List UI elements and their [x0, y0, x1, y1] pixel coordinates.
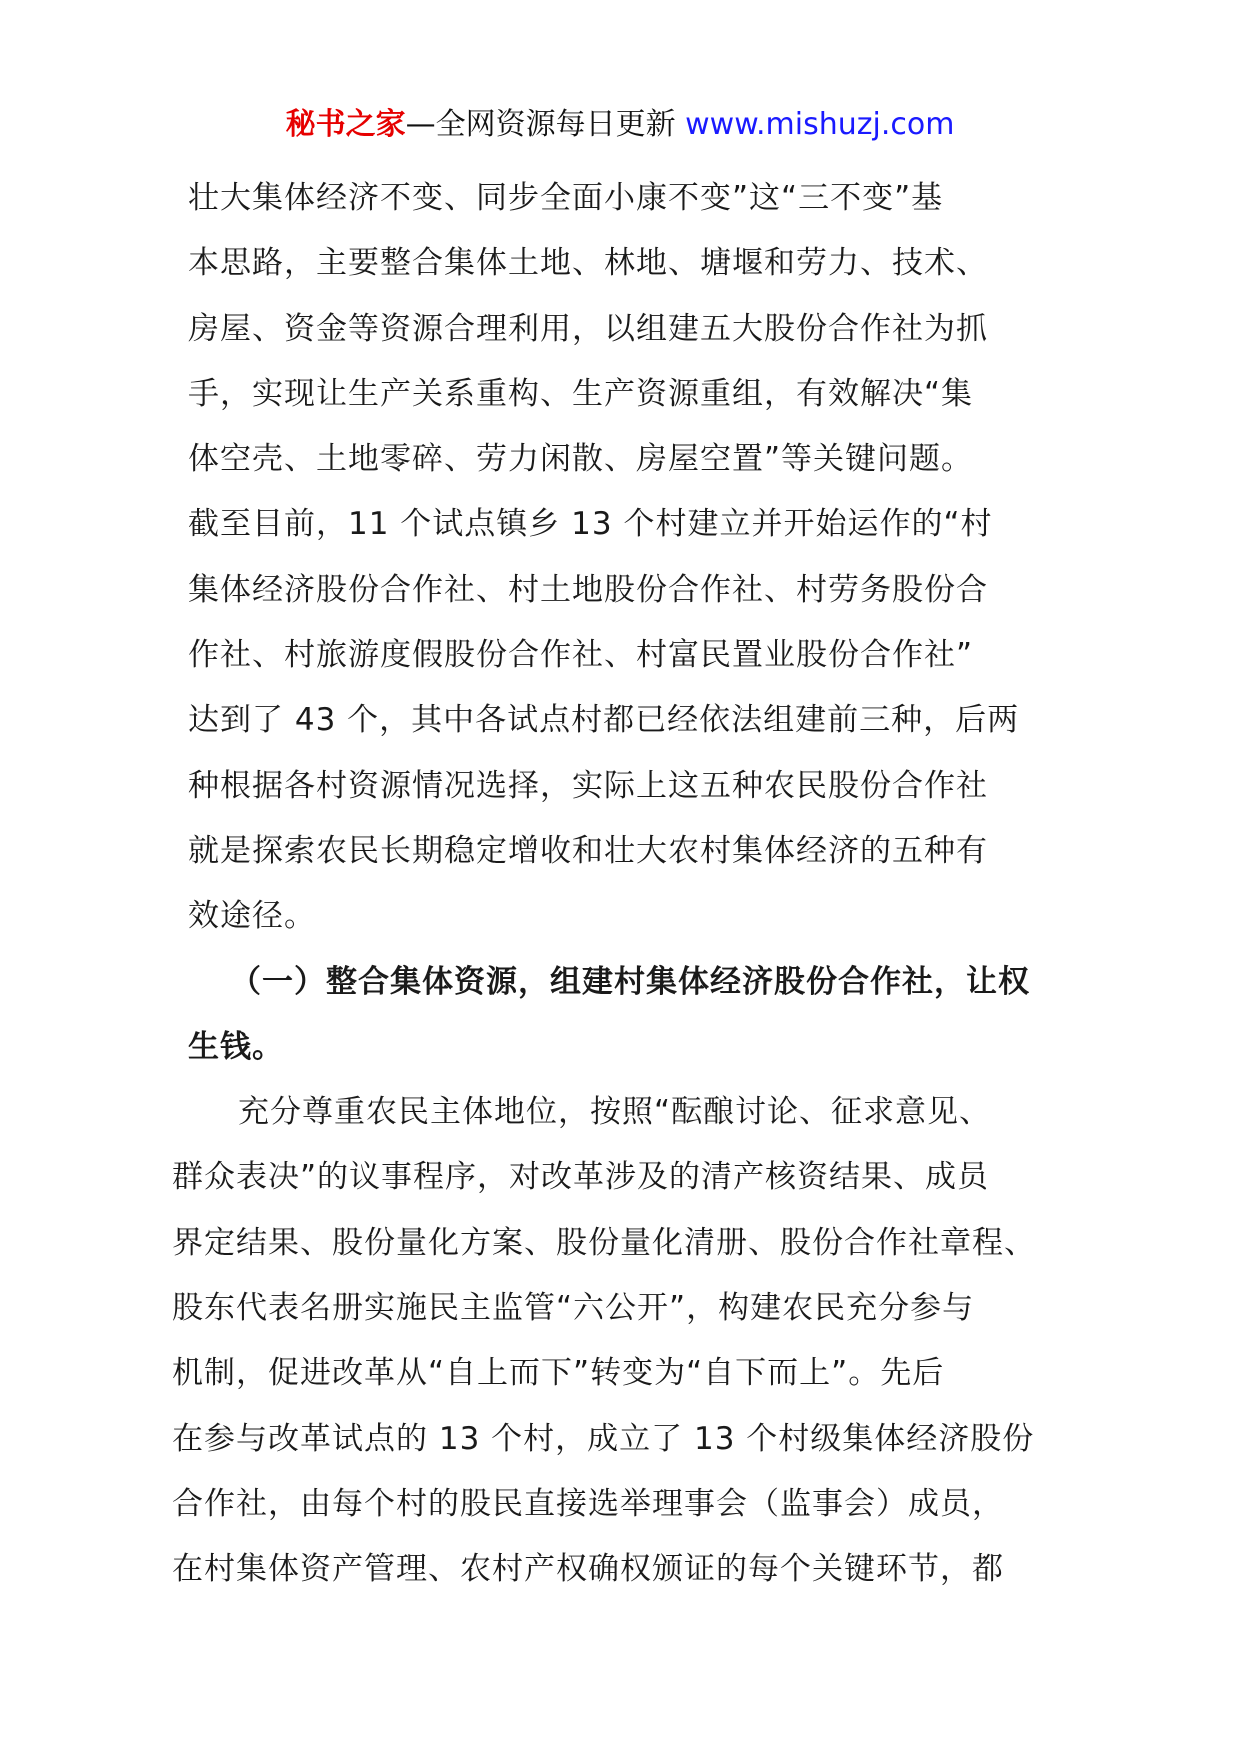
paragraph-2 — [172, 1080, 1072, 1602]
text-line: 种根据各村资源情况选择，实际上这五种农民股份合作社 — [188, 767, 988, 804]
text-line: 达到了 43 个，其中各试点村都已经依法组建前三种，后两 — [188, 702, 1020, 739]
heading-line: 生钱。 — [188, 1028, 284, 1065]
site-brand: 秘书之家 — [285, 107, 406, 142]
text-line: 在村集体资产管理、农村产权确权颁证的每个关键环节，都 — [172, 1551, 1004, 1588]
text-line: 机制，促进改革从“自上而下”转变为“自下而上”。先后 — [172, 1355, 945, 1392]
text-line: 房屋、资金等资源合理利用，以组建五大股份合作社为抓 — [188, 310, 988, 347]
heading-line: （一）整合集体资源，组建村集体经济股份合作社，让权 — [230, 963, 1030, 1000]
text-line: 集体经济股份合作社、村土地股份合作社、村劳务股份合 — [188, 571, 988, 608]
site-tagline: —全网资源每日更新 — [405, 107, 676, 142]
text-line: 股东代表名册实施民主监管“六公开”，构建农民充分参与 — [172, 1290, 975, 1327]
text-line: 本思路，主要整合集体土地、林地、塘堰和劳力、技术、 — [188, 245, 988, 282]
text-line: 充分尊重农民主体地位，按照“酝酿讨论、征求意见、 — [238, 1094, 992, 1131]
text-line: 体空壳、土地零碎、劳力闲散、房屋空置”等关键问题。 — [188, 441, 974, 478]
text-line: 界定结果、股份量化方案、股份量化清册、股份合作社章程、 — [172, 1224, 1036, 1261]
text-line: 手，实现让生产关系重构、生产资源重组，有效解决“集 — [188, 375, 974, 412]
text-line: 截至目前，11 个试点镇乡 13 个村建立并开始运作的“村 — [188, 506, 993, 543]
text-line: 群众表决”的议事程序，对改革涉及的清产核资结果、成员 — [172, 1159, 990, 1196]
text-line: 壮大集体经济不变、同步全面小康不变”这“三不变”基 — [188, 180, 944, 216]
text-line: 作社、村旅游度假股份合作社、村富民置业股份合作社” — [188, 637, 974, 674]
paragraph-1 — [172, 166, 1072, 950]
text-line: 效途径。 — [188, 898, 316, 935]
site-url-link[interactable]: www.mishuzj.com — [685, 107, 955, 142]
text-line: 在参与改革试点的 13 个村，成立了 13 个村级集体经济股份 — [172, 1420, 1035, 1457]
document-body — [172, 166, 1072, 1603]
site-header — [0, 103, 1240, 147]
text-line: 就是探索农民长期稳定增收和壮大农村集体经济的五种有 — [188, 832, 988, 869]
section-heading — [172, 950, 1072, 1081]
text-line: 合作社，由每个村的股民直接选举理事会（监事会）成员， — [172, 1485, 1004, 1522]
